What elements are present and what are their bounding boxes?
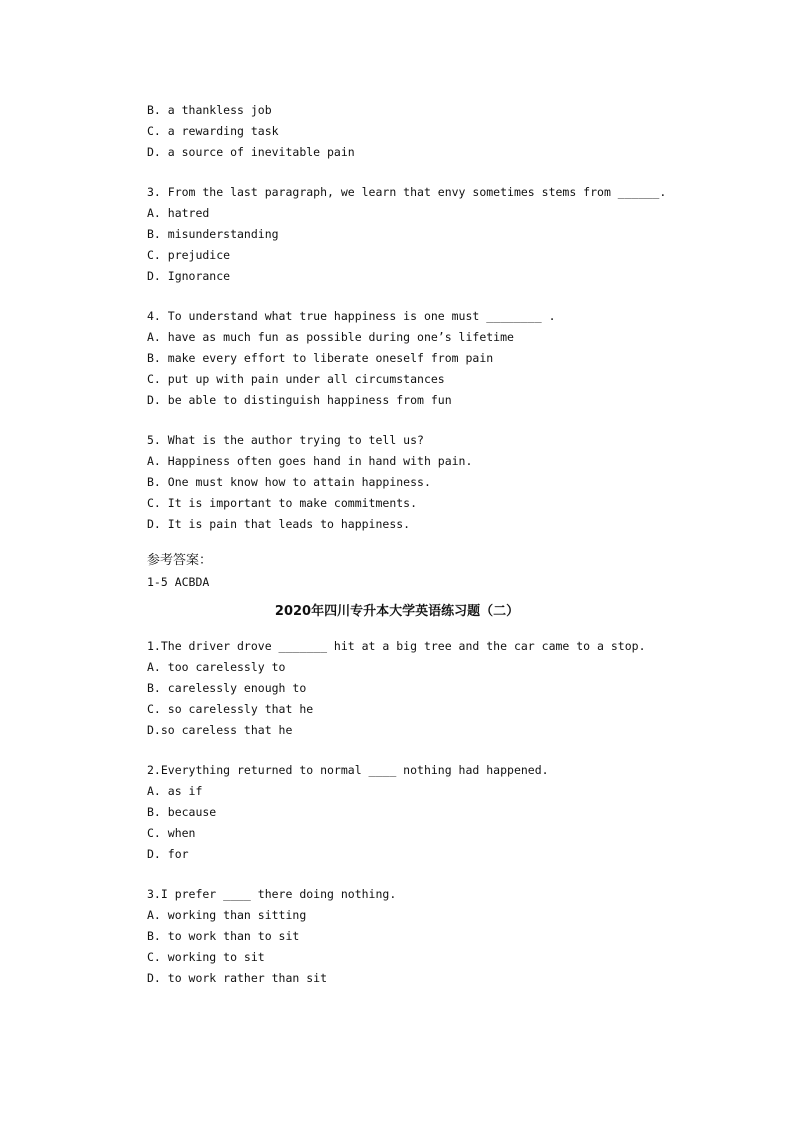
option-a: A. too carelessly to [147, 660, 286, 674]
question-3-part2 [147, 884, 707, 989]
question-2-options-tail [147, 100, 707, 163]
option-a: A. Happiness often goes hand in hand with pain. [147, 454, 473, 468]
option-b: B. misunderstanding [147, 227, 279, 241]
option-d: D.so careless that he [147, 723, 293, 737]
document-page [147, 100, 707, 989]
question-2 [147, 760, 707, 865]
option-a: A. working than sitting [147, 908, 307, 922]
option-c: C. It is important to make commitments. [147, 496, 418, 510]
answer-key-value: 1-5 ACBDA [147, 575, 210, 589]
option-b: B. One must know how to attain happiness. [147, 475, 431, 489]
option-c: C. working to sit [147, 950, 265, 964]
option-c: C. put up with pain under all circumstances [147, 372, 445, 386]
option-b: B. carelessly enough to [147, 681, 307, 695]
question-stem: 3. From the last paragraph, we learn that envy sometimes stems from ______. [147, 185, 667, 199]
option-b: B. a thankless job [147, 103, 272, 117]
option-d: D. for [147, 847, 189, 861]
option-d: D. Ignorance [147, 269, 231, 283]
option-d: D. be able to distinguish happiness from fun [147, 393, 452, 407]
option-a: A. hatred [147, 206, 210, 220]
question-stem: 4. To understand what true happiness is one must ________ . [147, 309, 556, 323]
question-5 [147, 430, 707, 535]
option-c: C. so carelessly that he [147, 702, 314, 716]
question-4 [147, 306, 707, 411]
question-stem: 1.The driver drove _______ hit at a big tree and the car came to a stop. [147, 639, 646, 653]
question-3 [147, 182, 707, 287]
option-b: B. to work than to sit [147, 929, 300, 943]
question-stem: 2.Everything returned to normal ____ nothing had happened. [147, 763, 549, 777]
option-a: A. have as much fun as possible during one’s lifetime [147, 330, 514, 344]
option-d: D. to work rather than sit [147, 971, 328, 985]
option-c: C. a rewarding task [147, 124, 279, 138]
section-title: 2020年四川专升本大学英语练习题（二） [274, 604, 520, 619]
question-stem: 3.I prefer ____ there doing nothing. [147, 887, 397, 901]
answer-key-label: 参考答案： [147, 553, 213, 568]
option-b: B. make every effort to liberate oneself from pain [147, 351, 494, 365]
option-a: A. as if [147, 784, 203, 798]
question-1 [147, 636, 707, 741]
option-d: D. a source of inevitable pain [147, 145, 355, 159]
option-c: C. when [147, 826, 196, 840]
option-d: D. It is pain that leads to happiness. [147, 517, 411, 531]
question-stem: 5. What is the author trying to tell us? [147, 433, 424, 447]
option-c: C. prejudice [147, 248, 231, 262]
option-b: B. because [147, 805, 217, 819]
